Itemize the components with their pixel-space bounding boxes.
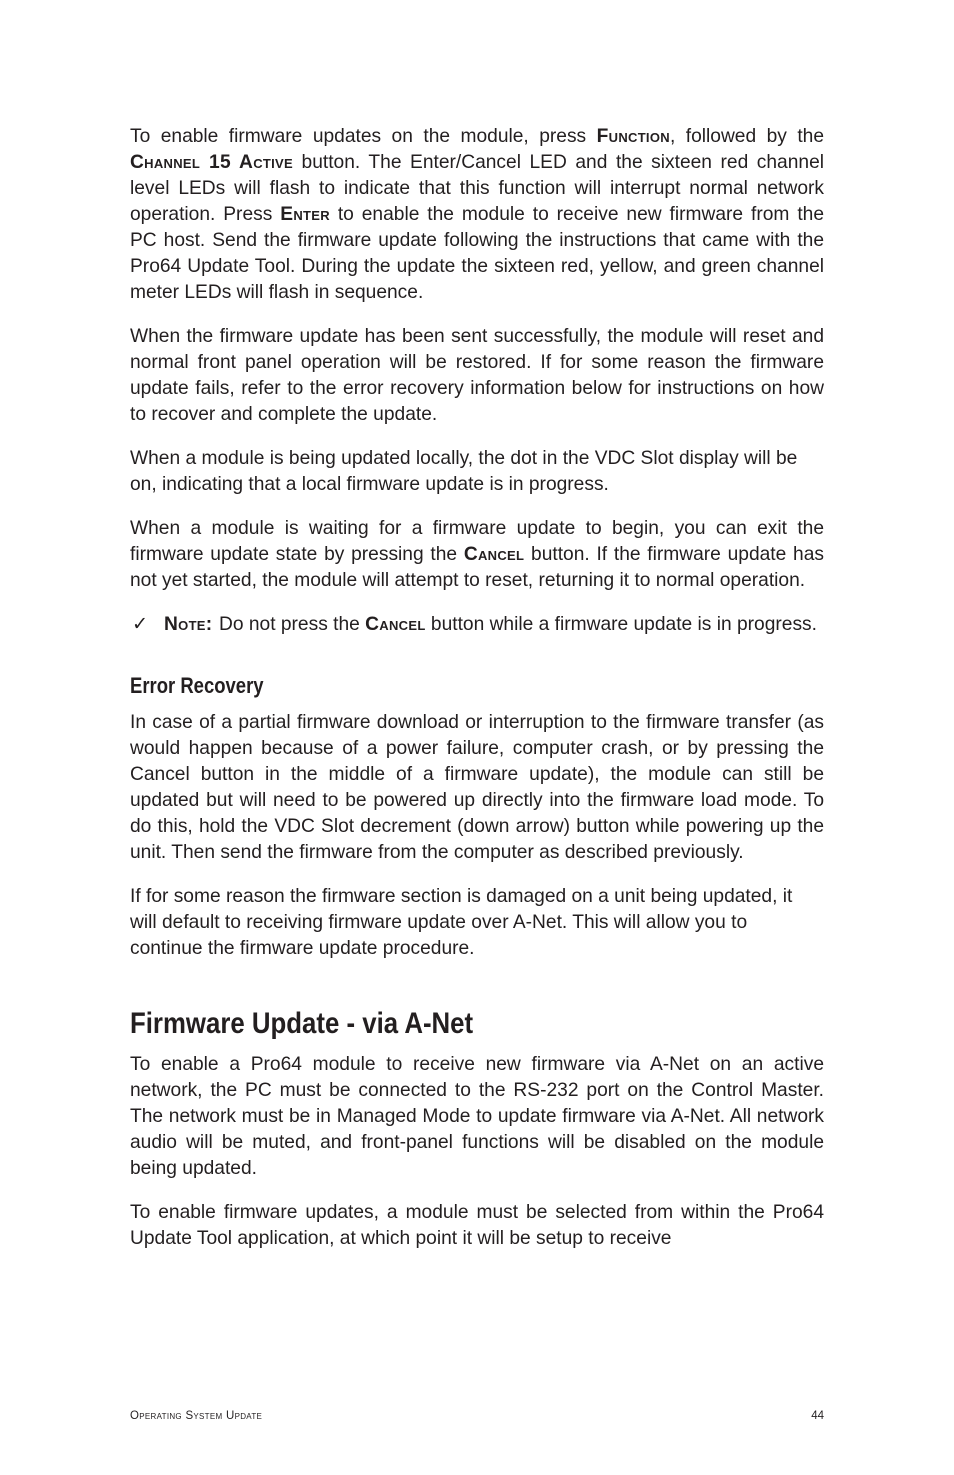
paragraph-enable-updates — [130, 124, 824, 306]
note-label: Note: — [164, 614, 213, 635]
cancel-key: Cancel — [365, 614, 426, 635]
text: button. The Enter/Cancel LED and the sixteen red channel level LEDs will flash to indicate that this function will interrupt normal network operation. Press — [130, 152, 824, 225]
paragraph-local-update: When a module is being updated locally, the dot in the VDC Slot display will be on, indicating that a local firmware update is in progress. — [130, 448, 798, 495]
page-number: 44 — [811, 1410, 824, 1422]
text: Do not press the — [219, 614, 366, 635]
text: When a module is waiting for a firmware update to begin, you can exit the firmware update state by pressing the — [130, 518, 824, 565]
footer-section-title: Operating System Update — [130, 1410, 263, 1422]
anet-section-heading: Firmware Update - via A-Net — [130, 1007, 474, 1040]
enter-key: Enter — [280, 204, 330, 225]
checkmark-icon: ✓ — [132, 614, 149, 635]
text: button. If the firmware update has not yet started, the module will attempt to reset, returning it to normal operation. — [130, 544, 824, 591]
document-body — [130, 124, 824, 1270]
text: To enable firmware updates on the module, press — [130, 126, 597, 147]
paragraph-anet-enable: To enable a Pro64 module to receive new firmware via A-Net on an active network, the PC must be connected to the RS-232 port on the Control Master. The network must be in Managed Mode to update firmware via A-Net. All network audio will be muted, and front-panel functions will be disabled on the module being updated. — [130, 1054, 824, 1179]
note-text — [219, 612, 824, 638]
text: button while a firmware update is in progress. — [425, 614, 817, 635]
paragraph-damaged-section: If for some reason the firmware section is damaged on a unit being updated, it will default to receiving firmware update over A-Net. This will allow you to continue the firmware update procedure. — [130, 886, 793, 959]
text: , followed by the — [669, 126, 825, 147]
paragraph-cancel-update — [130, 516, 824, 594]
page-footer — [130, 1410, 824, 1422]
paragraph-anet-select: To enable firmware updates, a module must be selected from within the Pro64 Update Tool application, at which point it will be setup to receive — [130, 1202, 824, 1249]
error-recovery-heading: Error Recovery — [130, 673, 264, 698]
function-key: Function — [596, 126, 670, 147]
cancel-key: Cancel — [463, 544, 525, 565]
text: to enable the module to receive new firmware from the PC host. Send the firmware update following the instructions that came with the Pro64 Update Tool. During the update the sixteen red, yellow, and green channel meter LEDs will flash in sequence. — [130, 204, 824, 303]
channel-15-active-key: Channel 15 Active — [130, 152, 293, 173]
paragraph-update-success: When the firmware update has been sent successfully, the module will reset and normal front panel operation will be restored. If for some reason the firmware update fails, refer to the error recovery information below for instructions on how to recover and complete the update. — [130, 326, 824, 425]
note — [130, 612, 824, 638]
paragraph-error-recovery: In case of a partial firmware download or interruption to the firmware transfer (as would happen because of a power failure, computer crash, or by pressing the Cancel button in the middle of a firmware update), the module can still be updated but will need to be powered up directly into the firmware load mode. To do this, hold the VDC Slot decrement (down arrow) button while powering up the unit. Then send the firmware from the computer as described previously. — [130, 712, 824, 863]
